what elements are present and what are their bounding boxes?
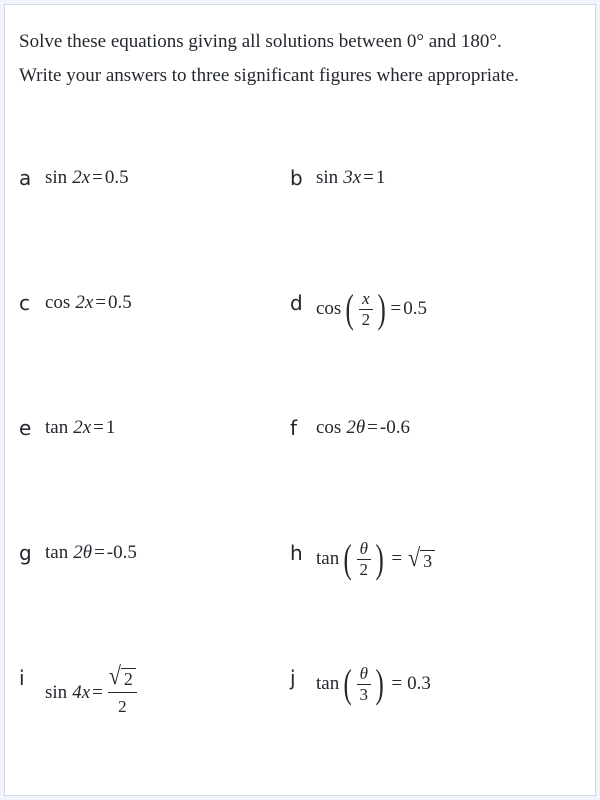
- fraction: [359, 290, 374, 329]
- right-hand-side: 1: [105, 417, 116, 438]
- fraction-numerator: x: [362, 289, 370, 308]
- instruction-line-2: Write your answers to three significant figures where appropriate.: [19, 65, 519, 86]
- parenthesized-fraction: [341, 536, 386, 582]
- paren-left: (: [343, 661, 353, 707]
- fraction-denominator: 2: [359, 309, 374, 329]
- question-row: [5, 286, 597, 415]
- relation-sign: =: [92, 681, 103, 703]
- relation-sign: =: [93, 417, 104, 438]
- question-tag: d: [290, 291, 303, 315]
- parenthesized-fraction: [341, 661, 386, 707]
- question-expression: [45, 540, 137, 566]
- relation-sign: =: [367, 417, 378, 438]
- paren-right: ): [377, 286, 386, 332]
- questions-grid: [5, 165, 597, 790]
- right-hand-side: 0.3: [407, 673, 431, 695]
- paren-left: (: [343, 536, 353, 582]
- question-h: [290, 536, 436, 582]
- fraction-denominator: 3: [357, 684, 372, 704]
- radicand: 2: [121, 668, 136, 689]
- fraction: [357, 665, 372, 704]
- radical-icon: √: [108, 660, 121, 690]
- question-expression: [316, 661, 431, 707]
- function-argument: 2θ: [73, 542, 93, 563]
- function-argument: 2x: [72, 167, 91, 188]
- function-name: tan: [316, 673, 340, 695]
- right-hand-side: 0.5: [104, 167, 129, 188]
- function-name: tan: [45, 417, 69, 438]
- question-expression: [45, 165, 129, 191]
- question-i: [19, 660, 140, 720]
- function-name: tan: [45, 542, 69, 563]
- fraction-numerator: [108, 660, 137, 692]
- paren-right: ): [375, 536, 384, 582]
- question-tag: c: [19, 291, 30, 315]
- question-row: [5, 165, 597, 290]
- question-expression: [316, 536, 436, 582]
- question-tag: i: [19, 666, 25, 690]
- instruction-line-1: Solve these equations giving all solutions between 0° and 180°.: [19, 31, 502, 52]
- worksheet-page: [4, 4, 596, 796]
- right-hand-side: 0.5: [107, 292, 132, 313]
- parenthesized-fraction: [343, 286, 388, 332]
- question-row: [5, 415, 597, 540]
- question-b: [290, 165, 385, 191]
- question-tag: g: [19, 541, 32, 565]
- fraction-numerator: θ: [359, 664, 368, 683]
- right-hand-side: 1: [375, 167, 386, 188]
- question-expression: [45, 660, 140, 720]
- right-hand-side: -0.6: [379, 417, 410, 438]
- question-tag: f: [290, 416, 298, 440]
- fraction-denominator: 2: [357, 559, 372, 579]
- function-name: cos: [45, 292, 71, 313]
- question-d: [290, 286, 427, 332]
- question-c: [19, 290, 132, 316]
- question-row: [5, 660, 597, 790]
- question-tag: e: [19, 416, 32, 440]
- right-hand-side: -0.5: [106, 542, 137, 563]
- relation-sign: =: [92, 167, 103, 188]
- function-argument: 2θ: [346, 417, 366, 438]
- function-argument: 2x: [75, 292, 94, 313]
- question-expression: [45, 415, 115, 441]
- instructions-block: [19, 25, 585, 93]
- relation-sign: =: [391, 548, 403, 570]
- function-argument: 3x: [343, 167, 362, 188]
- square-root: [408, 542, 435, 572]
- relation-sign: =: [95, 292, 106, 313]
- function-name: cos: [316, 298, 342, 320]
- radical-icon: √: [408, 542, 421, 572]
- relation-sign: =: [391, 673, 403, 695]
- question-tag: j: [290, 666, 296, 690]
- question-expression: [316, 415, 410, 441]
- question-tag: a: [19, 166, 32, 190]
- function-name: sin: [316, 167, 339, 188]
- square-root: [108, 660, 136, 690]
- function-argument: 2x: [73, 417, 92, 438]
- paren-right: ): [375, 661, 384, 707]
- function-argument: 4x: [72, 681, 91, 703]
- question-tag: h: [290, 541, 303, 565]
- question-expression: [316, 286, 427, 332]
- fraction-denominator: 2: [108, 692, 137, 720]
- question-j: [290, 661, 431, 707]
- question-e: [19, 415, 115, 441]
- question-a: [19, 165, 129, 191]
- paren-left: (: [345, 286, 355, 332]
- question-f: [290, 415, 410, 441]
- question-g: [19, 540, 137, 566]
- fraction: [357, 540, 372, 579]
- radicand: 3: [420, 550, 435, 571]
- question-tag: b: [290, 166, 303, 190]
- relation-sign: =: [94, 542, 105, 563]
- relation-sign: =: [390, 298, 402, 320]
- function-name: sin: [45, 167, 68, 188]
- function-name: tan: [316, 548, 340, 570]
- function-name: cos: [316, 417, 342, 438]
- right-hand-side: 0.5: [403, 298, 427, 320]
- question-expression: [45, 290, 132, 316]
- function-name: sin: [45, 681, 68, 703]
- question-row: [5, 536, 597, 665]
- fraction-numerator: θ: [359, 539, 368, 558]
- right-hand-side-fraction: [108, 660, 137, 720]
- question-expression: [316, 165, 385, 191]
- relation-sign: =: [363, 167, 374, 188]
